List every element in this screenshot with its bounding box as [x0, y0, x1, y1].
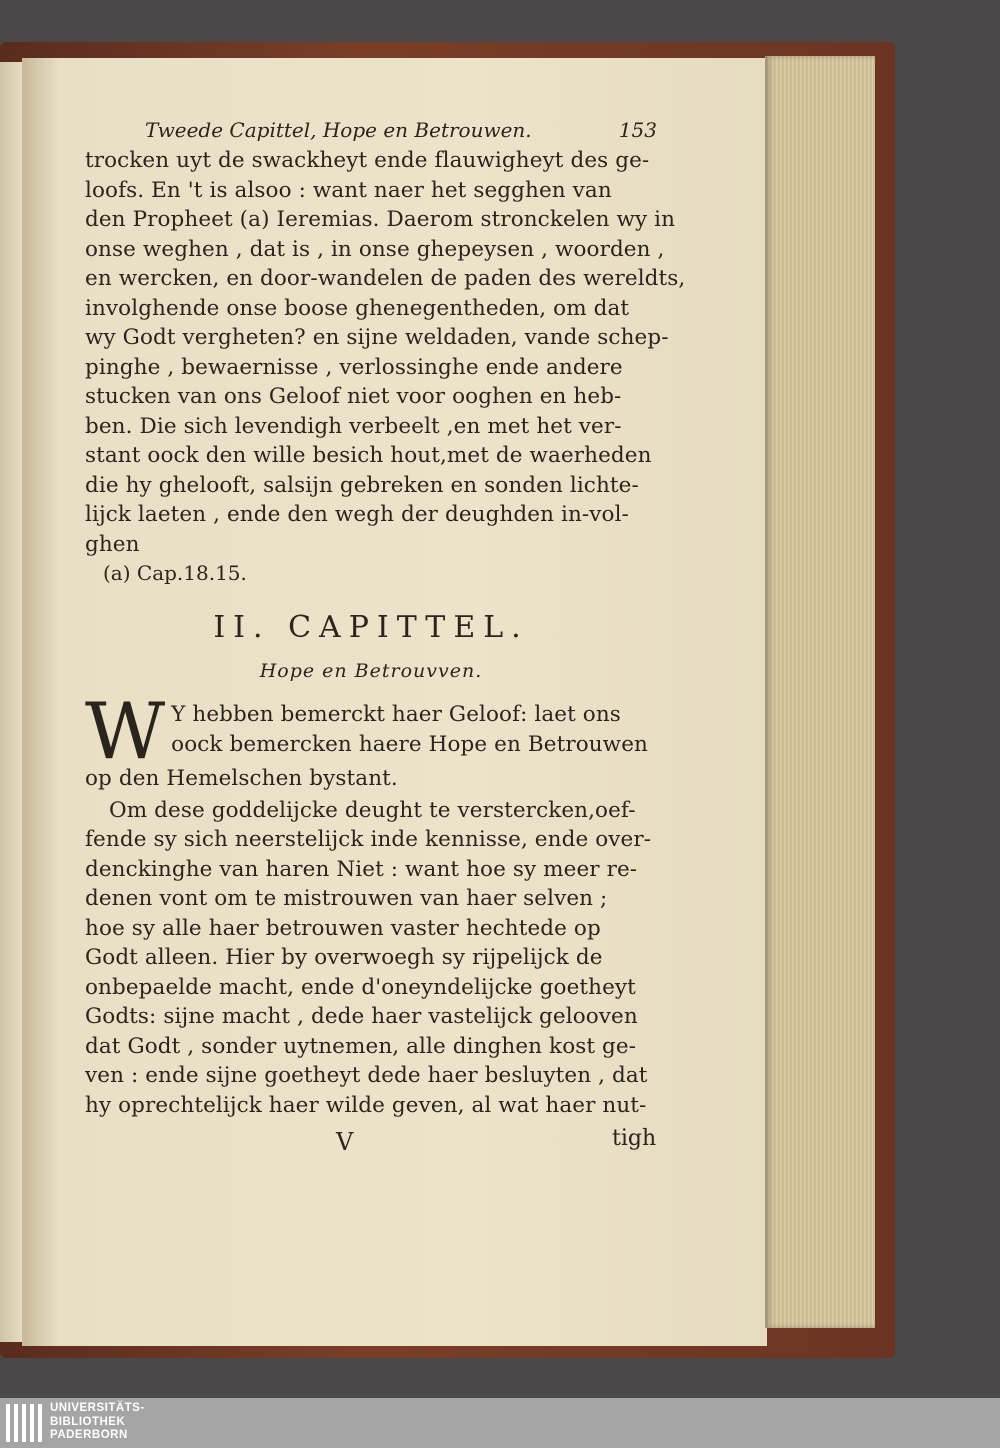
page-text: [85, 118, 686, 1120]
paragraph-2: [85, 796, 657, 1121]
body-paragraph: [85, 146, 686, 559]
body-line: en wercken, en door-wandelen de paden des wereldts,: [85, 266, 686, 291]
para1-line: Y hebben bemerckt haer Geloof: laet ons: [171, 702, 621, 727]
running-header: [85, 118, 657, 146]
body-line: den Propheet (a) Ieremias. Daerom stronckelen wy in: [85, 207, 676, 232]
page-block-edges: [765, 56, 875, 1328]
drop-cap: W: [85, 687, 166, 777]
para1-line: oock bemercken haere Hope en Betrouwen: [171, 731, 648, 757]
running-title: Tweede Capittel, Hope en Betrouwen.: [145, 118, 532, 142]
left-page-edge: [0, 62, 22, 1342]
para2-line: Om dese goddelijcke deught te verstercken,oef-: [109, 797, 636, 823]
body-line: trocken uyt de swackheyt ende flauwigheyt des ge-: [85, 148, 650, 173]
body-line: involghende onse boose ghenegentheden, om dat: [85, 295, 630, 321]
library-line: PADERBORN: [50, 1429, 128, 1441]
library-line: BIBLIOTHEK: [50, 1415, 126, 1428]
para1-line: op den Hemelschen bystant.: [85, 766, 398, 791]
paragraph-1: [85, 687, 657, 794]
body-line: loofs. En 't is alsoo : want naer het segghen van: [85, 177, 612, 203]
body-line: stucken van ons Geloof niet voor ooghen en heb-: [85, 384, 622, 409]
body-line: ben. Die sich levendigh verbeelt ,en met het ver-: [85, 413, 622, 439]
para2-line: fende sy sich neerstelijck inde kennisse, ende over-: [85, 827, 652, 852]
body-line: onse weghen , dat is , in onse ghepeysen , woorden ,: [85, 236, 665, 262]
library-name: [50, 1402, 145, 1443]
body-line: ghen: [85, 531, 140, 557]
para2-line: Godts: sijne macht , dede haer vastelijck gelooven: [85, 1004, 638, 1029]
library-logo-icon: [6, 1404, 42, 1442]
body-line: die hy ghelooft, salsijn gebreken en sonden lichte-: [85, 472, 639, 498]
body-line: pinghe , bewaernisse , verlossinghe ende andere: [85, 354, 623, 380]
chapter-heading: II. CAPITTEL.: [213, 610, 529, 645]
para2-line: hy oprechtelijck haer wilde geven, al wat haer nut-: [85, 1092, 647, 1118]
para2-line: hoe sy alle haer betrouwen vaster hechtede op: [85, 915, 601, 941]
library-footer: [0, 1398, 1000, 1448]
library-line: UNIVERSITÄTS-: [50, 1402, 145, 1414]
para2-line: dat Godt , sonder uytnemen, alle dinghen kost ge-: [85, 1033, 637, 1059]
para2-line: denen vont om te mistrouwen van haer selven ;: [85, 886, 608, 911]
body-line: stant oock den wille besich hout,met de waerheden: [85, 443, 652, 468]
para2-line: ven : ende sijne goetheyt dede haer besluyten , dat: [85, 1063, 648, 1088]
body-line: lijck laeten , ende den wegh der deughden in-vol-: [85, 502, 629, 527]
para2-line: Godt alleen. Hier by overwoegh sy rijpelijck de: [85, 945, 603, 970]
para2-line: onbepaelde macht, ende d'oneyndelijcke goetheyt: [85, 974, 636, 1000]
signature-mark: V: [336, 1128, 354, 1156]
chapter-subtitle: Hope en Betrouvven.: [259, 660, 483, 682]
para2-line: denckinghe van haren Niet : want hoe sy meer re-: [85, 856, 638, 882]
body-line: wy Godt vergheten? en sijne weldaden, vande schep-: [85, 325, 669, 350]
page-number: 153: [618, 118, 657, 142]
footnote: (a) Cap.18.15.: [103, 561, 247, 585]
catchword: tigh: [612, 1126, 657, 1151]
